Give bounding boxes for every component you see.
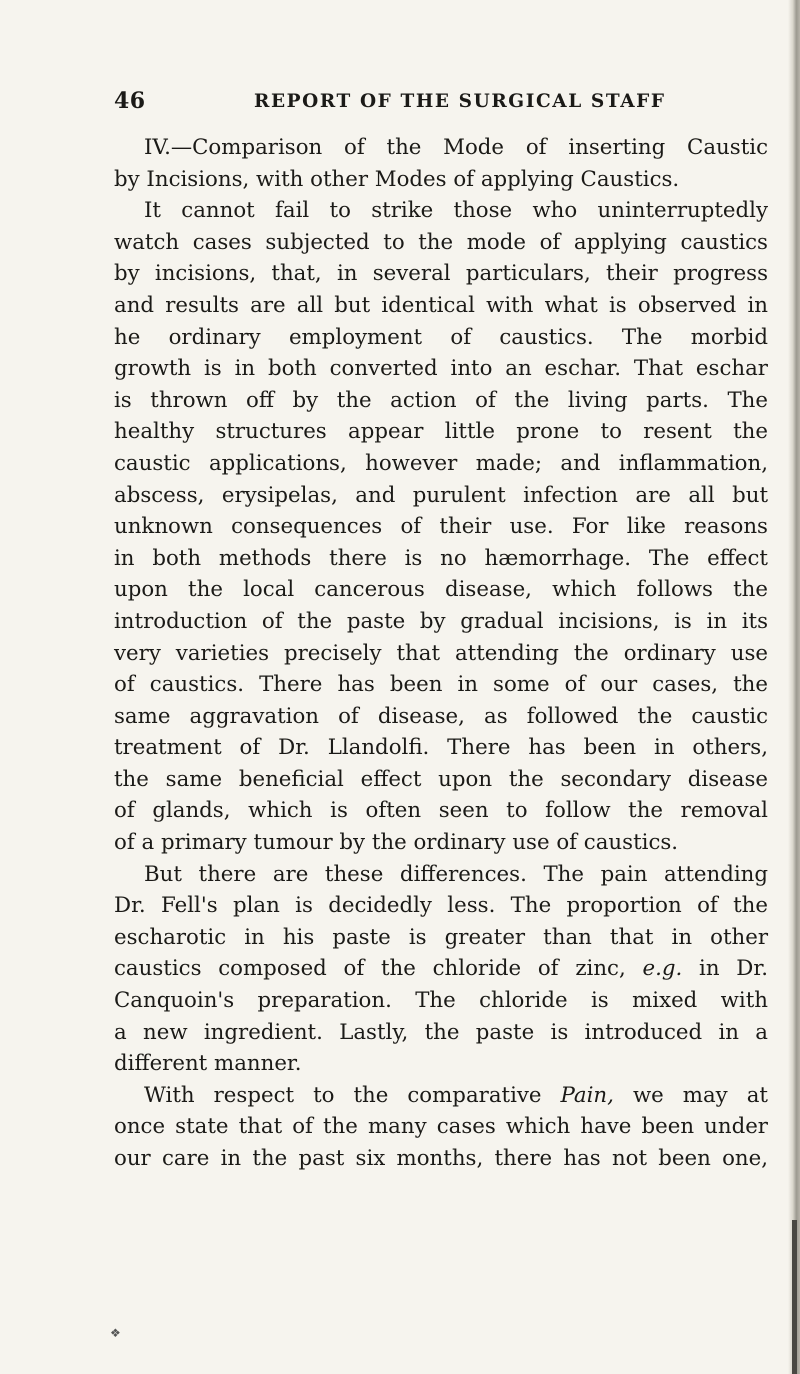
page-number: 46 (114, 88, 146, 114)
text-segment: caustics composed of the chloride of zinc, (114, 956, 643, 982)
text-line: watch cases subjected to the mode of applying caustics (114, 229, 768, 255)
text-line: IV.—Comparison of the Mode of inserting Caustic (144, 135, 768, 160)
text-line: abscess, erysipelas, and purulent infection are all but (114, 482, 768, 508)
text-line: upon the local cancerous disease, which follows the (114, 577, 768, 603)
text-line: unknown consequences of their use. For like reasons (114, 514, 768, 540)
text-line: caustic applications, however made; and inflammation, (114, 450, 768, 476)
running-head: REPORT OF THE SURGICAL STAFF (254, 91, 666, 112)
text-line: treatment of Dr. Llandolfi. There has been in others, (114, 735, 768, 761)
text-segment: in Dr. (682, 956, 768, 982)
text-line: once state that of the many cases which have been under (114, 1114, 768, 1140)
text-line: the same beneficial effect upon the secondary disease (114, 766, 768, 792)
text-segment: With respect to the comparative (144, 1082, 561, 1108)
page-edge-dark (792, 1220, 797, 1374)
printer-mark: ❖ (110, 1326, 121, 1340)
text-line: very varieties precisely that attending the ordinary use (114, 640, 768, 666)
text-segment: we may at (613, 1082, 768, 1108)
text-line: is thrown off by the action of the living parts. The (114, 387, 768, 413)
text-line (114, 953, 768, 985)
italic-segment: Pain, (560, 1082, 614, 1108)
text-line: Dr. Fell's plan is decidedly less. The proportion of the (114, 893, 768, 919)
text-line: of caustics. There has been in some of our cases, the (114, 672, 768, 698)
page-header (114, 88, 674, 118)
text-line: he ordinary employment of caustics. The morbid (114, 324, 768, 350)
text-line: same aggravation of disease, as followed the caustic (114, 703, 768, 729)
text-line: But there are these differences. The pain attending (144, 861, 768, 887)
text-line: a new ingredient. Lastly, the paste is introduced in a (114, 1019, 768, 1045)
text-line: by Incisions, with other Modes of applying Caustics. (114, 166, 680, 192)
text-line: different manner. (114, 1051, 302, 1077)
italic-segment: e.g. (642, 956, 683, 982)
page-edge-shadow (788, 0, 800, 1374)
text-line: of a primary tumour by the ordinary use of caustics. (114, 830, 679, 856)
text-line: escharotic in his paste is greater than that in other (114, 924, 768, 950)
text-line: in both methods there is no hæmorrhage. The effect (114, 545, 768, 571)
text-line: our care in the past six months, there has not been one, (114, 1146, 768, 1171)
text-line: of glands, which is often seen to follow the removal (114, 798, 768, 824)
text-line: It cannot fail to strike those who uninterruptedly (144, 198, 768, 224)
text-line (114, 1080, 768, 1112)
text-line: by incisions, that, in several particulars, their progress (114, 261, 768, 287)
body-text (114, 132, 768, 1175)
text-line: Canquoin's preparation. The chloride is mixed with (114, 988, 768, 1014)
text-line: introduction of the paste by gradual incisions, is in its (114, 608, 768, 634)
text-line: and results are all but identical with what is observed in (114, 292, 768, 318)
text-line: healthy structures appear little prone to resent the (114, 419, 768, 445)
text-line: growth is in both converted into an eschar. That eschar (114, 356, 768, 382)
